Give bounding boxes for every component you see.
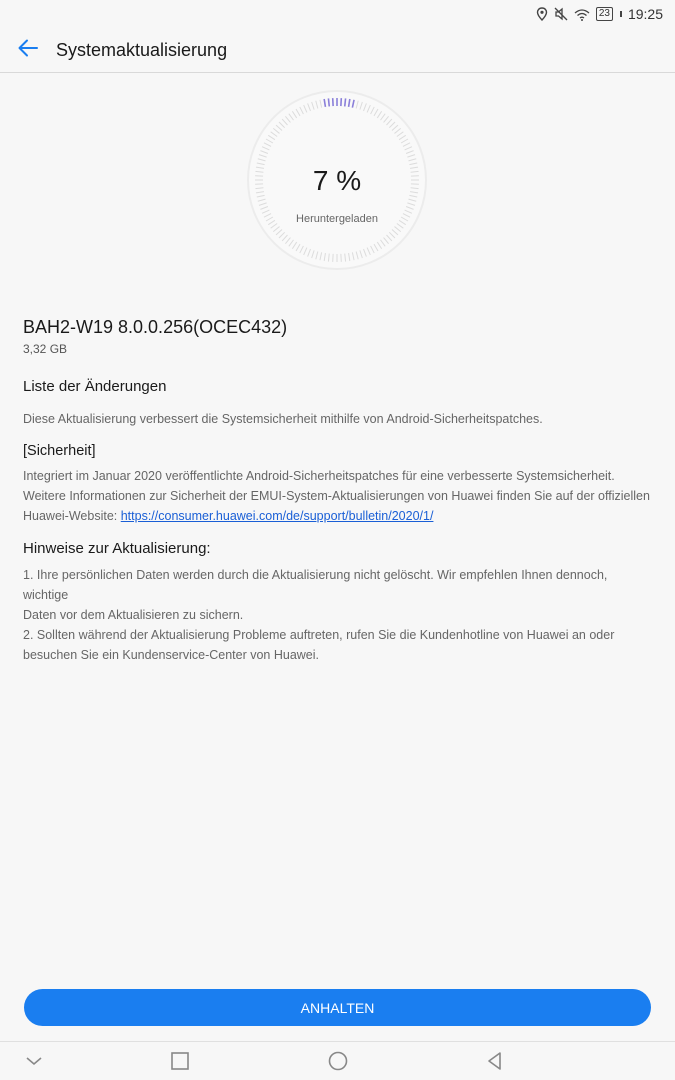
security-line-3-prefix: Huawei-Website: [23,509,121,523]
nav-collapse-button[interactable] [22,1049,46,1073]
navigation-bar [0,1041,675,1080]
progress-tick-active [345,98,346,106]
battery-tip [620,11,622,17]
chevron-down-icon [22,1060,46,1077]
security-bulletin-link[interactable]: https://consumer.huawei.com/de/support/bulletin/2020/1/ [120,509,434,523]
nav-back-button[interactable] [483,1049,507,1073]
status-time: 19:25 [627,6,663,22]
back-button[interactable] [0,28,56,72]
changes-intro: Diese Aktualisierung verbessert die Systemsicherheit mithilfe von Android-Sicherheitspatches. [23,412,543,426]
nav-recents-button[interactable] [168,1049,192,1073]
progress-percent: 7 % [312,165,362,196]
wifi-icon [574,8,590,21]
triangle-back-icon [483,1060,507,1077]
notes-text [23,565,655,665]
security-text [23,466,655,526]
circle-icon [326,1060,350,1077]
progress-label: Heruntergeladen [296,213,378,225]
note-1-line-2: Daten vor dem Aktualisieren zu sichern. [23,608,244,622]
square-icon [168,1060,192,1077]
note-2-line-2: besuchen Sie ein Kundenservice-Center von Huawei. [23,648,320,662]
notes-title: Hinweise zur Aktualisierung: [23,540,211,557]
status-bar [0,0,675,28]
security-line-2: Weitere Informationen zur Sicherheit der EMUI-System-Aktualisierungen von Huawei finden Sie auf der offiziellen [23,489,650,503]
app-header [0,28,675,73]
update-size: 3,32 GB [23,342,68,356]
mute-icon [554,7,568,21]
location-pin-icon [536,7,548,21]
nav-home-button[interactable] [326,1049,350,1073]
page-title: Systemaktualisierung [56,39,228,60]
update-version: BAH2-W19 8.0.0.256(OCEC432) [23,317,288,337]
security-line-1: Integriert im Januar 2020 veröffentlichte Android-Sicherheitspatches für eine verbesserte Systemsicherheit. [23,469,615,483]
download-progress-dial [246,89,428,271]
changes-title: Liste der Änderungen [23,378,167,395]
battery-level: 23 [598,8,610,19]
security-heading: [Sicherheit] [23,443,96,459]
update-details [23,315,655,665]
progress-tick-active [328,98,329,106]
note-1-line-1: 1. Ihre persönlichen Daten werden durch die Aktualisierung nicht gelöscht. Wir empfehlen Ihnen dennoch, wichtige [23,568,608,602]
security-line-3 [23,506,655,526]
pause-button[interactable]: ANHALTEN [24,989,651,1026]
arrow-left-icon [18,39,38,62]
note-2-line-1: 2. Sollten während der Aktualisierung Probleme auftreten, rufen Sie die Kundenhotline von Huawei an oder [23,628,615,642]
battery-indicator [596,7,613,21]
